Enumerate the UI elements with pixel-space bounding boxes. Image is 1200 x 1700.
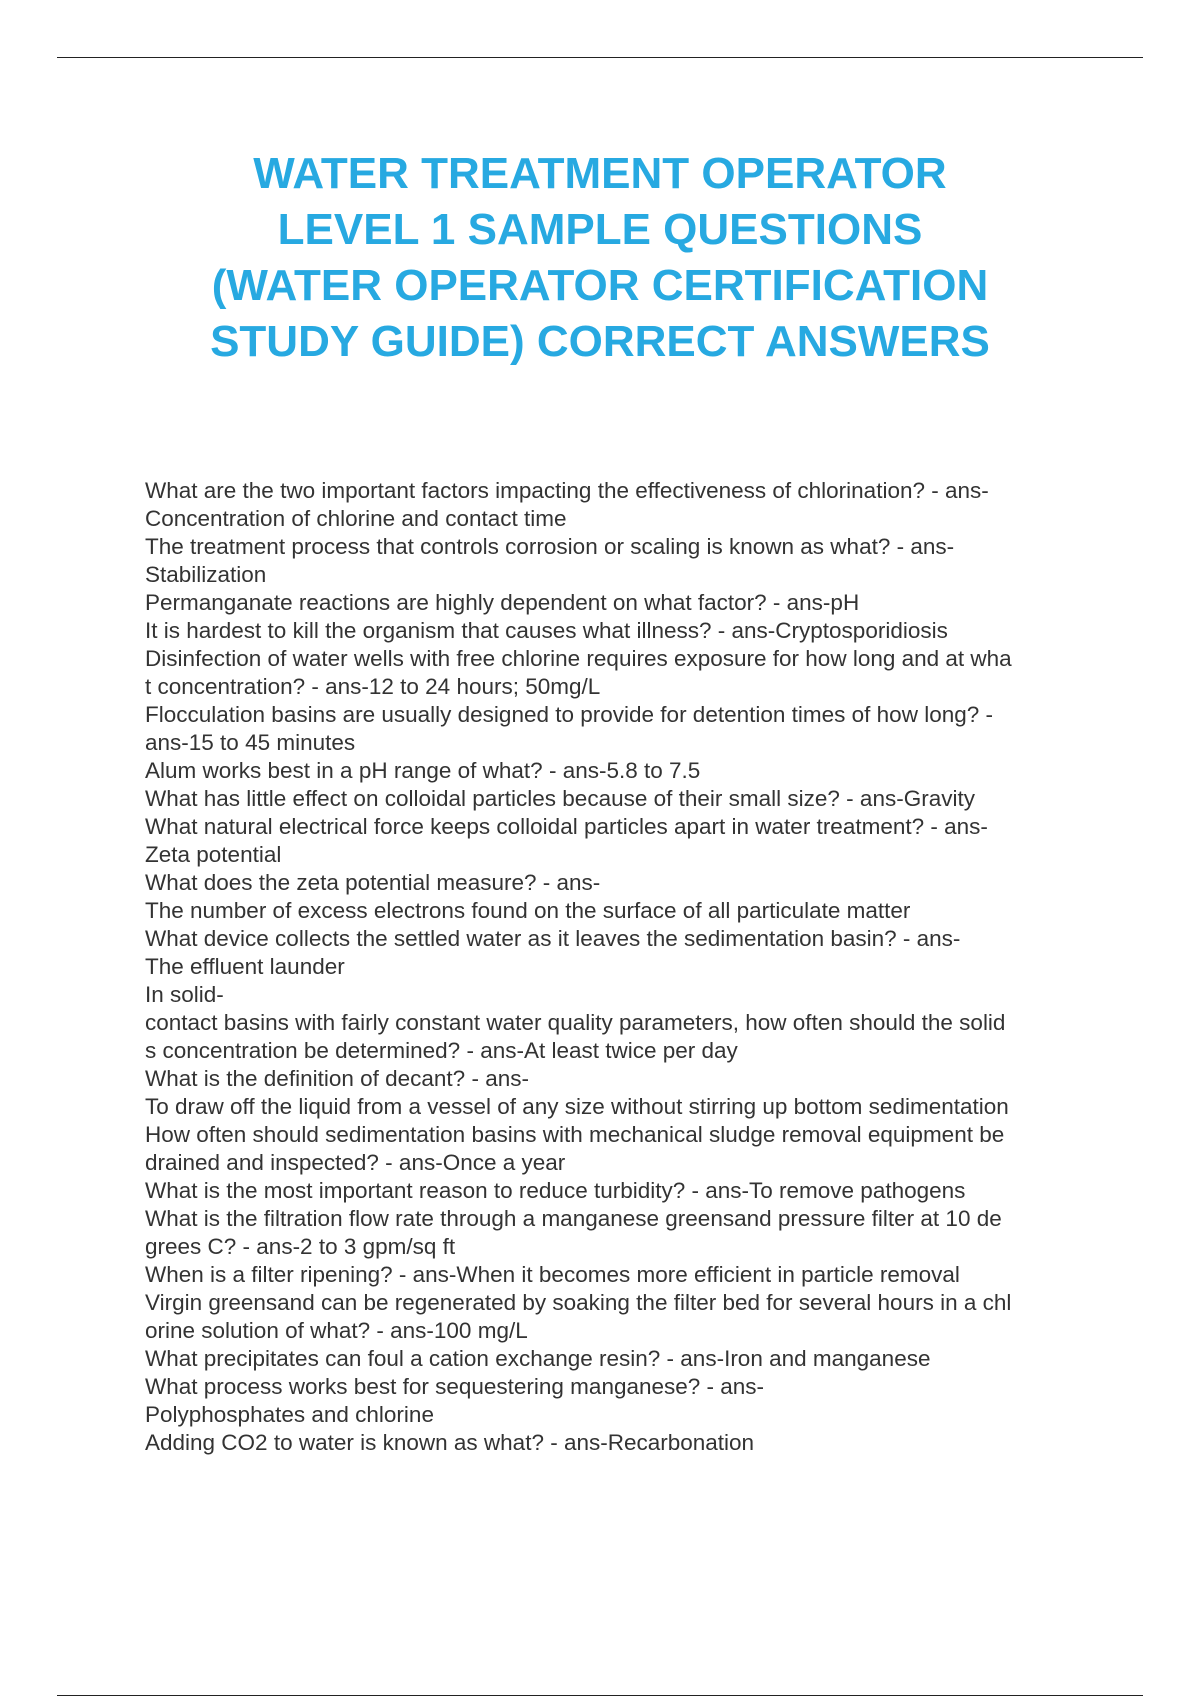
- title-line: STUDY GUIDE) CORRECT ANSWERS: [210, 317, 990, 366]
- qa-line: What is the filtration flow rate through a manganese greensand pressure filter at 10 de: [145, 1206, 1002, 1231]
- qa-line: When is a filter ripening? - ans-When it becomes more efficient in particle removal: [145, 1262, 960, 1287]
- qa-line: Polyphosphates and chlorine: [145, 1402, 434, 1427]
- qa-line: Disinfection of water wells with free chlorine requires exposure for how long and at wha: [145, 646, 1012, 671]
- title-line: LEVEL 1 SAMPLE QUESTIONS: [277, 205, 923, 254]
- qa-line: In solid-: [145, 982, 224, 1007]
- qa-line: The number of excess electrons found on the surface of all particulate matter: [145, 898, 911, 923]
- qa-line: What is the definition of decant? - ans-: [145, 1066, 529, 1091]
- title-line: WATER TREATMENT OPERATOR: [253, 149, 947, 198]
- qa-line: What device collects the settled water as it leaves the sedimentation basin? - ans-: [145, 926, 961, 951]
- qa-line: Adding CO2 to water is known as what? - ans-Recarbonation: [145, 1430, 755, 1455]
- header-rule: [57, 57, 1143, 58]
- qa-line: orine solution of what? - ans-100 mg/L: [145, 1318, 528, 1343]
- qa-line: Permanganate reactions are highly dependent on what factor? - ans-pH: [145, 590, 860, 615]
- qa-line: What is the most important reason to reduce turbidity? - ans-To remove pathogens: [145, 1178, 966, 1203]
- footer-rule: [57, 1695, 1143, 1696]
- qa-line: Flocculation basins are usually designed to provide for detention times of how long? -: [145, 702, 993, 727]
- qa-line: To draw off the liquid from a vessel of any size without stirring up bottom sedimentation: [145, 1094, 1009, 1119]
- qa-line: grees C? - ans-2 to 3 gpm/sq ft: [145, 1234, 456, 1259]
- qa-line: Alum works best in a pH range of what? - ans-5.8 to 7.5: [145, 758, 701, 783]
- qa-line: What does the zeta potential measure? - ans-: [145, 870, 601, 895]
- document-title: [100, 146, 1100, 370]
- qa-line: drained and inspected? - ans-Once a year: [145, 1150, 566, 1175]
- qa-line: What are the two important factors impacting the effectiveness of chlorination? - ans-: [145, 478, 989, 503]
- title-line: (WATER OPERATOR CERTIFICATION: [211, 261, 989, 310]
- qa-line: contact basins with fairly constant water quality parameters, how often should the solid: [145, 1010, 1006, 1035]
- qa-line: The effluent launder: [145, 954, 345, 979]
- qa-line: How often should sedimentation basins with mechanical sludge removal equipment be: [145, 1122, 1005, 1147]
- qa-line: s concentration be determined? - ans-At least twice per day: [145, 1038, 738, 1063]
- qa-line: Virgin greensand can be regenerated by soaking the filter bed for several hours in a chl: [145, 1290, 1012, 1315]
- qa-list: [145, 477, 1105, 1457]
- qa-line: It is hardest to kill the organism that causes what illness? - ans-Cryptosporidiosis: [145, 618, 948, 643]
- qa-line: What natural electrical force keeps colloidal particles apart in water treatment? - ans-: [145, 814, 988, 839]
- qa-line: What process works best for sequestering manganese? - ans-: [145, 1374, 765, 1399]
- qa-line: Stabilization: [145, 562, 267, 587]
- qa-line: What precipitates can foul a cation exchange resin? - ans-Iron and manganese: [145, 1346, 931, 1371]
- qa-line: Concentration of chlorine and contact time: [145, 506, 567, 531]
- qa-line: The treatment process that controls corrosion or scaling is known as what? - ans-: [145, 534, 955, 559]
- qa-line: Zeta potential: [145, 842, 282, 867]
- qa-line: ans-15 to 45 minutes: [145, 730, 356, 755]
- qa-line: What has little effect on colloidal particles because of their small size? - ans-Gravity: [145, 786, 975, 811]
- qa-line: t concentration? - ans-12 to 24 hours; 50mg/L: [145, 674, 601, 699]
